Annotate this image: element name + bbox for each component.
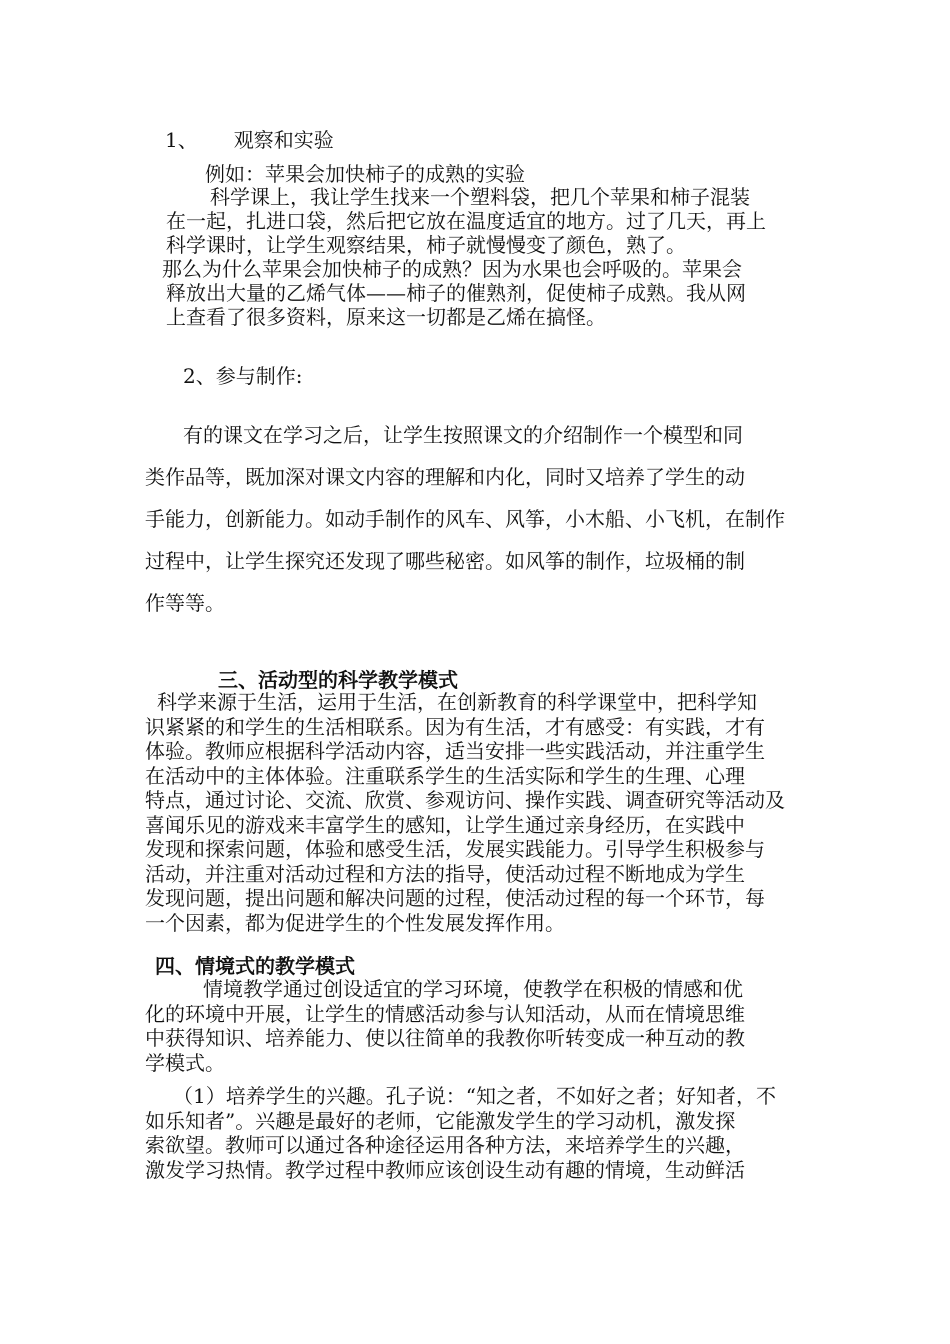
paragraph-line: 科学课时，让学生观察结果，柿子就慢慢变了颜色，熟了。 [166,233,686,257]
paragraph-line: 特点，通过讨论、交流、欣赏、参观访问、操作实践、调查研究等活动及 [145,788,785,812]
section2-paragraph [145,414,785,624]
paragraph-line: 活动，并注重对活动过程和方法的指导，使活动过程不断地成为学生 [145,861,745,886]
section1-heading [165,124,334,153]
paragraph-line: 喜闻乐见的游戏来丰富学生的感知，让学生通过亲身经历，在实践中 [145,812,745,837]
paragraph-line: 体验。教师应根据科学活动内容，适当安排一些实践活动，并注重学生 [145,739,765,763]
section4-heading: 四、情境式的教学模式 [155,954,355,978]
paragraph-line: 手能力，创新能力。如动手制作的风车、风筝，小木船、小飞机，在制作 [145,507,785,531]
paragraph-line: 一个因素，都为促进学生的个性发展发挥作用。 [145,910,565,935]
paragraph-line: 化的环境中开展，让学生的情感活动参与认知活动，从而在情境思维 [145,1001,745,1026]
paragraph-line: 激发学习热情。教学过程中教师应该创设生动有趣的情境，生动鲜活 [145,1157,745,1182]
paragraph-line: 类作品等，既加深对课文内容的理解和内化，同时又培养了学生的动 [145,465,745,489]
paragraph-line: 上查看了很多资料，原来这一切都是乙烯在搞怪。 [166,305,606,329]
section3-paragraph [145,690,785,935]
paragraph-line: 发现问题，提出问题和解决问题的过程，使活动过程的每一个环节，每 [145,886,765,910]
paragraph-line: 在活动中的主体体验。注重联系学生的生活实际和学生的生理、心理 [145,763,745,788]
paragraph-line: 在一起，扎进口袋，然后把它放在温度适宜的地方。过了几天，再上 [166,209,766,233]
section4-intro [145,977,745,1075]
paragraph-line: 识紧紧的和学生的生活相联系。因为有生活，才有感受：有实践，才有 [145,714,765,739]
paragraph-line: 如乐知者”。兴趣是最好的老师，它能激发学生的学习动机，激发探 [145,1108,736,1133]
paragraph-line: 过程中，让学生探究还发现了哪些秘密。如风筝的制作，垃圾桶的制 [145,549,745,573]
section1-example: 例如：苹果会加快柿子的成熟的实验 [205,162,525,186]
paragraph-line: 发现和探索问题，体验和感受生活，发展实践能力。引导学生积极参与 [145,837,765,861]
section2-heading: 2、参与制作: [183,364,303,388]
paragraph-line: 那么为什么苹果会加快柿子的成熟？因为水果也会呼吸的。苹果会 [162,257,742,281]
section3-heading: 三、活动型的科学教学模式 [218,668,458,692]
paragraph-line: 作等等。 [145,591,225,615]
section1-heading-text: 观察和实验 [233,128,334,152]
section1-heading-number: 1、 [165,128,198,152]
paragraph-line: 科学课上，我让学生找来一个塑料袋，把几个苹果和柿子混装 [210,185,750,209]
paragraph-line: 中获得知识、培养能力、使以往简单的我教你听转变成一种互动的教 [145,1026,745,1050]
paragraph-line: 索欲望。教师可以通过各种途径运用各种方法，来培养学生的兴趣， [145,1133,745,1157]
paragraph-line: 科学来源于生活，运用于生活，在创新教育的科学课堂中，把科学知 [157,690,757,714]
paragraph-line: 有的课文在学习之后，让学生按照课文的介绍制作一个模型和同 [183,423,743,447]
section1-paragraph [162,185,766,329]
paragraph-line: 学模式。 [145,1050,225,1075]
paragraph-line: 情境教学通过创设适宜的学习环境，使教学在积极的情感和优 [203,977,743,1001]
paragraph-line: 释放出大量的乙烯气体——柿子的催熟剂，促使柿子成熟。我从网 [166,281,746,305]
section4-point1 [145,1084,776,1182]
paragraph-line: （1）培养学生的兴趣。孔子说：“知之者，不如好之者；好知者，不 [173,1084,776,1108]
